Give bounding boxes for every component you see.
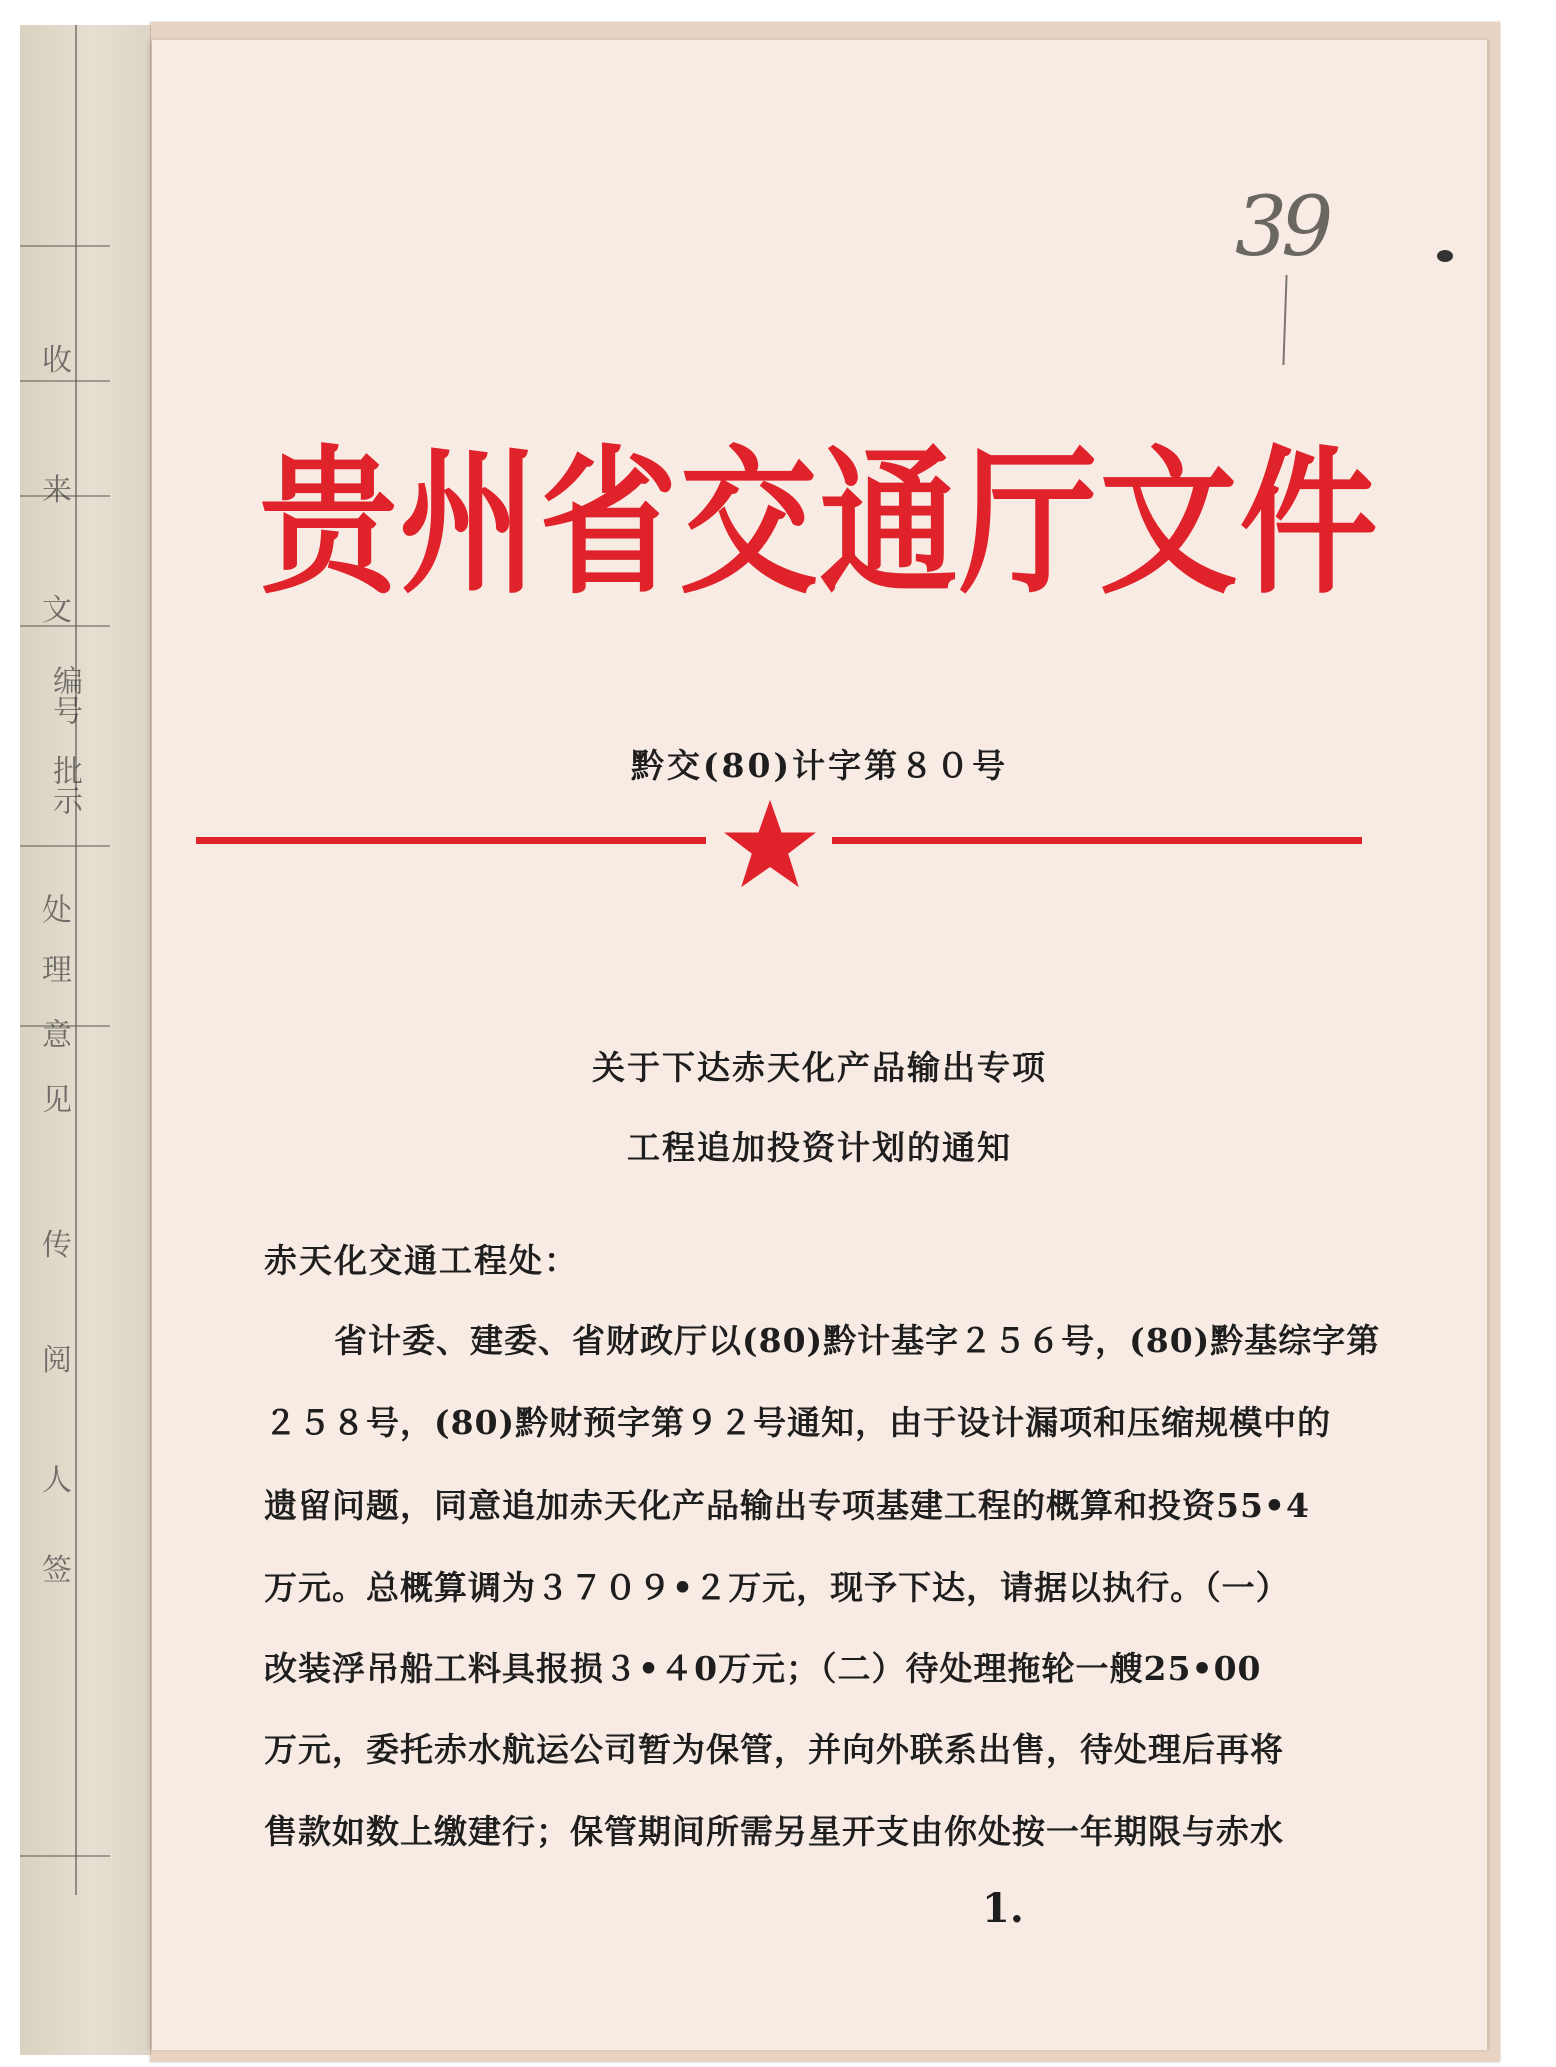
page-footer-number: 1.	[982, 1885, 1024, 1932]
margin-rule	[20, 245, 110, 247]
margin-rule	[20, 380, 110, 382]
body-line: 改装浮吊船工料具报损３•４0万元；（二）待处理拖轮一艘25•00	[264, 1649, 1262, 1688]
margin-char: 来	[42, 473, 72, 508]
header-rule-left	[196, 837, 706, 844]
document-number: 黔交(80)计字第８０号	[630, 746, 1009, 785]
handwritten-page-number: 39	[1235, 180, 1328, 275]
margin-char: 文	[42, 593, 72, 628]
document-title-line: 关于下达赤天化产品输出专项	[592, 1048, 1047, 1087]
body-line: 万元。总概算调为３７０９•２万元，现予下达，请据以执行。（一）	[264, 1568, 1290, 1607]
margin-char: 传	[42, 1228, 72, 1263]
margin-char: 编号	[47, 665, 82, 725]
margin-char: 意	[42, 1018, 72, 1053]
document-header: 贵州省交通厅文件	[259, 430, 1380, 616]
document-title-line: 工程追加投资计划的通知	[627, 1128, 1012, 1167]
margin-char: 批示	[47, 755, 82, 815]
star-icon	[722, 798, 818, 890]
document-page	[152, 40, 1490, 2050]
margin-char: 见	[42, 1083, 72, 1118]
margin-char: 收	[42, 343, 72, 378]
margin-char: 人	[42, 1463, 72, 1498]
margin-rule	[20, 845, 110, 847]
handwritten-mark	[1282, 275, 1287, 365]
left-margin-strip	[20, 25, 151, 2055]
body-line: 万元，委托赤水航运公司暂为保管，并向外联系出售，待处理后再将	[264, 1730, 1284, 1769]
body-line: 遗留问题，同意追加赤天化产品输出专项基建工程的概算和投资55•4	[264, 1486, 1310, 1525]
ink-dot-mark	[1437, 250, 1453, 262]
margin-vertical-rule	[75, 25, 77, 1895]
margin-rule	[20, 1855, 110, 1857]
header-rule-right	[832, 837, 1362, 844]
body-line: 省计委、建委、省财政厅以(80)黔计基字２５６号，(80)黔基综字第	[334, 1321, 1381, 1360]
margin-char: 理	[42, 953, 72, 988]
body-line: ２５８号，(80)黔财预字第９２号通知，由于设计漏项和压缩规模中的	[264, 1403, 1332, 1442]
addressee: 赤天化交通工程处：	[264, 1241, 579, 1280]
margin-char: 阅	[42, 1343, 72, 1378]
margin-char: 签	[42, 1553, 72, 1588]
body-line: 售款如数上缴建行；保管期间所需另星开支由你处按一年期限与赤水	[264, 1812, 1284, 1851]
margin-char: 处	[42, 893, 72, 928]
